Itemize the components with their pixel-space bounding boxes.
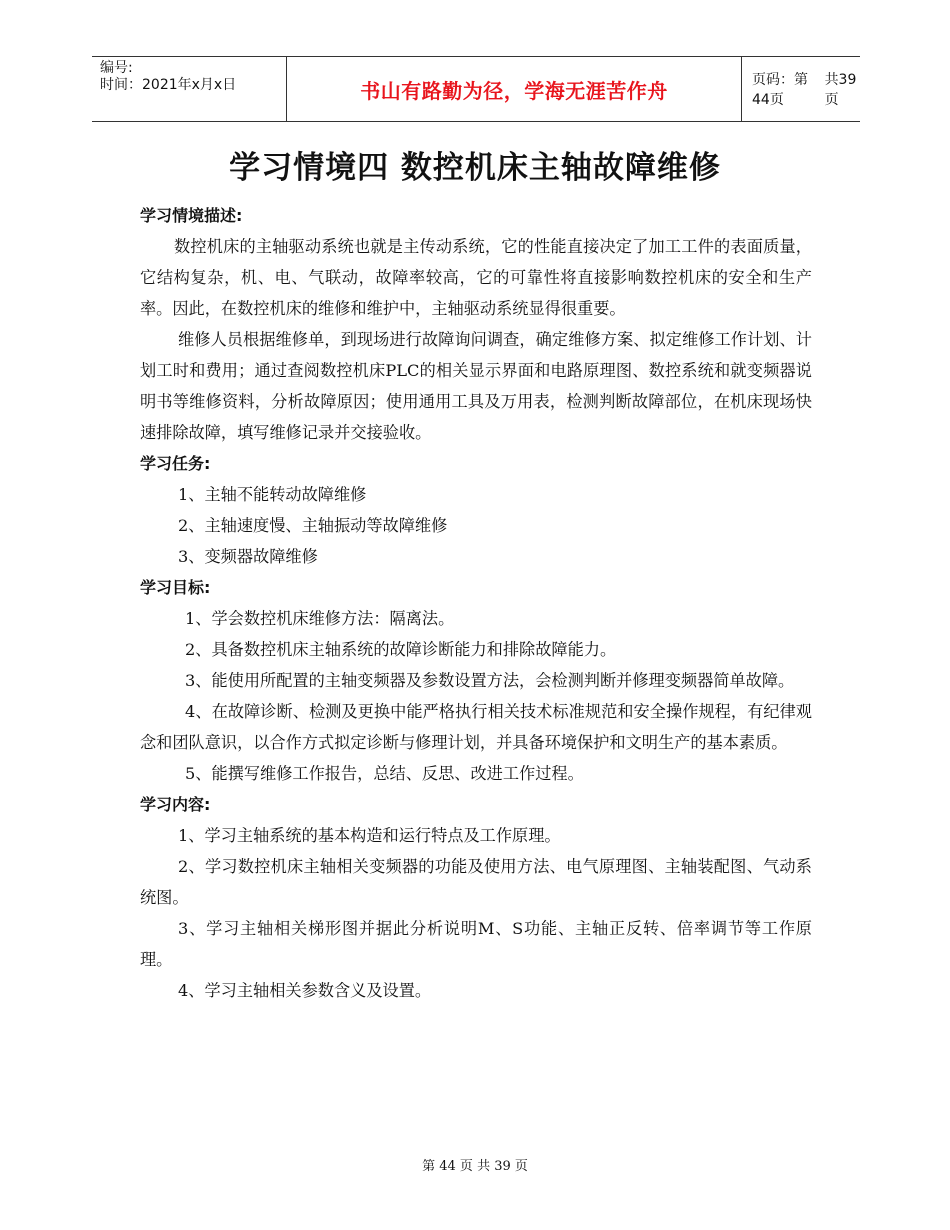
section-heading-description: 学习情境描述:: [140, 206, 243, 225]
content-item: 4、学习主轴相关参数含义及设置。: [178, 981, 432, 1000]
section-heading-content: 学习内容:: [140, 795, 211, 814]
document-body: [140, 200, 812, 1006]
document-title: 学习情境四 数控机床主轴故障维修: [229, 150, 721, 186]
header-page-number: 页码：第44页: [752, 72, 808, 108]
goal-item: 2、具备数控机床主轴系统的故障诊断能力和排除故障能力。: [185, 640, 617, 659]
header-page-info: [742, 57, 860, 121]
content-item: 2、学习数控机床主轴相关变频器的功能及使用方法、电气原理图、主轴装配图、气动系统图。: [140, 857, 812, 907]
header-page-total: 共39页: [824, 72, 857, 108]
doc-time-label: 时间：2021年x月x日: [100, 77, 237, 93]
description-paragraph: 维修人员根据维修单，到现场进行故障询问调查，确定维修方案、拟定维修工作计划、计划工时和费用；通过查阅数控机床PLC的相关显示界面和电路原理图、数控系统和就变频器说明书等维修资料，分析故障原因；使用通用工具及万用表，检测判断故障部位，在机床现场快速排除故障，填写维修记录并交接验收。: [140, 330, 812, 442]
description-paragraph: 数控机床的主轴驱动系统也就是主传动系统，它的性能直接决定了加工工件的表面质量，它结构复杂，机、电、气联动，故障率较高，它的可靠性将直接影响数控机床的安全和生产率。因此，在数控机床的维修和维护中，主轴驱动系统显得很重要。: [140, 237, 812, 318]
task-item: 3、变频器故障维修: [178, 547, 318, 566]
task-item: 1、主轴不能转动故障维修: [178, 485, 367, 504]
content-item: 3、学习主轴相关梯形图并据此分析说明M、S功能、主轴正反转、倍率调节等工作原理。: [140, 919, 812, 969]
task-item: 2、主轴速度慢、主轴振动等故障维修: [178, 516, 448, 535]
header-motto: 书山有路勤为径，学海无涯苦作舟: [360, 78, 668, 103]
goal-item: 4、在故障诊断、检测及更换中能严格执行相关技术标准规范和安全操作规程，有纪律观念和团队意识，以合作方式拟定诊断与修理计划，并具备环境保护和文明生产的基本素质。: [140, 702, 812, 752]
page-footer: 第 44 页 共 39 页: [422, 1159, 528, 1174]
section-heading-goals: 学习目标:: [140, 578, 211, 597]
header-motto-cell: [286, 57, 742, 121]
page-header: [92, 56, 860, 122]
goal-item: 1、学会数控机床维修方法：隔离法。: [185, 609, 455, 628]
goal-item: 5、能撰写维修工作报告，总结、反思、改进工作过程。: [185, 764, 584, 783]
header-meta: [92, 57, 286, 121]
section-heading-tasks: 学习任务:: [140, 454, 211, 473]
content-item: 1、学习主轴系统的基本构造和运行特点及工作原理。: [178, 826, 561, 845]
goal-item: 3、能使用所配置的主轴变频器及参数设置方法，会检测判断并修理变频器简单故障。: [185, 671, 795, 690]
doc-id-label: 编号:: [100, 60, 133, 76]
